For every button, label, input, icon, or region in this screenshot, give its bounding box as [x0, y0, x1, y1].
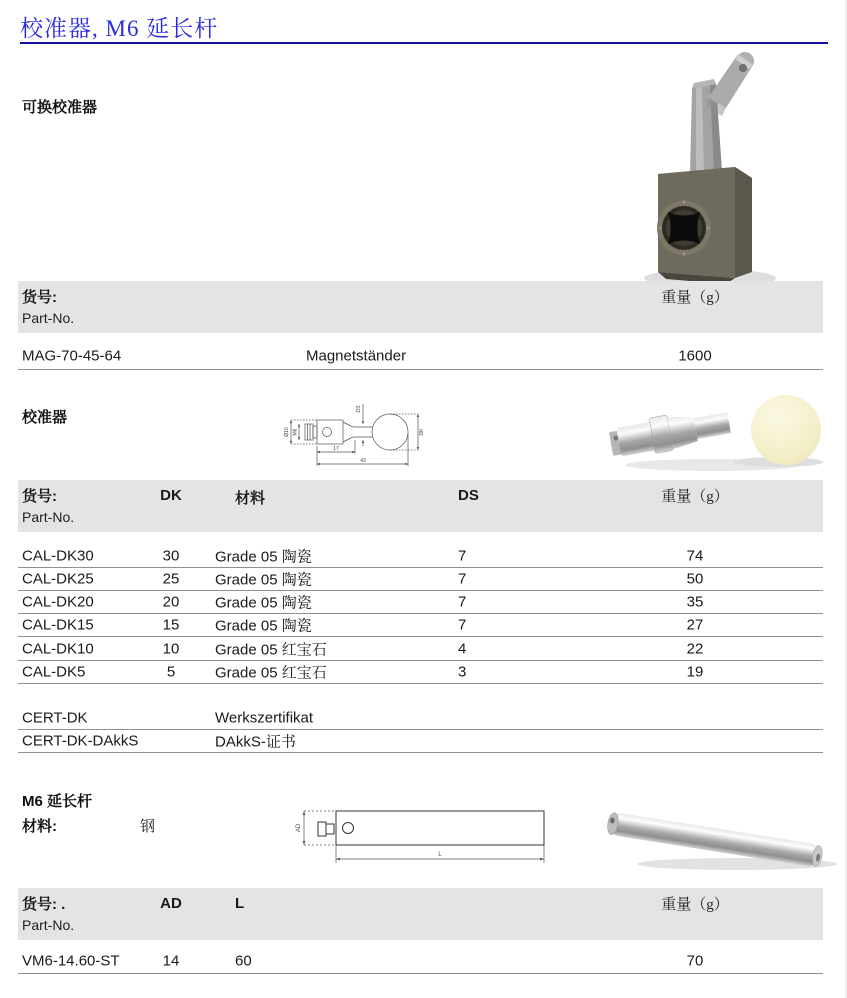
table-row [18, 661, 823, 684]
part-no: CAL-DK10 [22, 640, 94, 657]
extension-technical-drawing [292, 797, 558, 869]
l-value: 60 [235, 952, 252, 969]
part-no: CERT-DK-DAkkS [22, 732, 139, 750]
section-heading-calibrator: 校准器 [22, 409, 68, 426]
table1-header [18, 281, 823, 333]
table-row [18, 342, 823, 370]
part-no: MAG-70-45-64 [22, 347, 122, 364]
table3-header-l: L [235, 895, 245, 912]
dim-label-dk: DK [419, 428, 425, 436]
dk-value: 10 [162, 640, 180, 657]
table2-header-part-en: Part-No. [22, 509, 75, 525]
calibrator-photo [608, 388, 847, 478]
ds-value: 7 [458, 593, 467, 611]
table3-header [18, 888, 823, 940]
ds-value: 7 [458, 547, 467, 565]
dk-value: 15 [162, 616, 180, 634]
table3-header-weight: 重量（g） [661, 897, 729, 913]
section-heading-m6-extension: M6 延长杆 [22, 793, 93, 810]
page-title: 校准器, M6 延长杆 [20, 16, 219, 41]
part-no: CAL-DK30 [22, 547, 94, 565]
table1-header-part-en: Part-No. [22, 310, 75, 326]
weight-value: 35 [686, 593, 704, 611]
weight-value: 27 [686, 616, 704, 634]
part-no: CAL-DK15 [22, 616, 94, 634]
table-row [18, 614, 823, 637]
material-value: Grade 05 红宝石 [215, 641, 327, 658]
table-row [18, 568, 823, 591]
dim-label-dia: Ø10 [284, 427, 290, 437]
dk-value: 25 [162, 570, 180, 588]
table-row [18, 591, 823, 614]
description: Werkszertifikat [215, 709, 314, 727]
table2-header-part-zh: 货号: [22, 488, 57, 505]
table-row [18, 637, 823, 661]
dim-label-43: 43 [360, 458, 366, 464]
title-rule [20, 42, 828, 44]
material-value: Grade 05 陶瓷 [215, 594, 312, 612]
table1-header-weight: 重量（g） [661, 290, 729, 306]
ad-value: 14 [162, 952, 180, 969]
extension-rod-photo [592, 792, 846, 878]
table2-header-dk: DK [160, 487, 182, 504]
weight-value: 74 [686, 547, 704, 565]
material-value: Grade 05 陶瓷 [215, 571, 312, 589]
table3-header-ad: AD [160, 895, 182, 912]
part-no: CAL-DK25 [22, 570, 94, 588]
table3-header-part-zh: 货号: . [22, 896, 66, 913]
ds-value: 7 [458, 616, 467, 634]
table1-header-part-zh: 货号: [22, 289, 57, 306]
table-row [18, 707, 823, 730]
dk-value: 5 [166, 663, 176, 681]
weight-value: 50 [686, 570, 704, 588]
ds-value: 4 [458, 640, 467, 657]
material-value: Grade 05 陶瓷 [215, 617, 312, 635]
dim-label-thread: M6 [292, 428, 299, 436]
description: DAkkS-证书 [215, 733, 296, 751]
dk-value: 30 [162, 547, 180, 565]
description: Magnetständer [306, 347, 407, 364]
part-no: CAL-DK5 [22, 663, 86, 681]
ds-value: 3 [458, 663, 467, 681]
weight-value: 70 [686, 952, 704, 969]
dim-label-l: L [438, 852, 442, 858]
section-heading-replaceable-calibrator: 可换校准器 [22, 99, 98, 116]
magnet-stand-photo [630, 46, 790, 292]
table3-header-part-en: Part-No. [22, 917, 75, 933]
table2-header-weight: 重量（g） [661, 489, 729, 505]
table2-header [18, 480, 823, 532]
calibrator-technical-drawing [283, 396, 433, 474]
table2-header-ds: DS [458, 487, 479, 504]
part-no: VM6-14.60-ST [22, 952, 120, 969]
material-value: Grade 05 红宝石 [215, 664, 327, 682]
ds-value: 7 [458, 570, 467, 588]
part-no: CERT-DK [22, 709, 88, 727]
material-value: 钢 [140, 818, 156, 835]
table-row [18, 948, 823, 974]
part-no: CAL-DK20 [22, 593, 94, 611]
material-value: Grade 05 陶瓷 [215, 548, 312, 566]
dim-label-ds: DS [356, 405, 362, 413]
weight-value: 19 [686, 663, 704, 681]
dim-label-17: 17 [333, 446, 339, 452]
dk-value: 20 [162, 593, 180, 611]
table-row [18, 545, 823, 568]
dim-label-ad: AD [296, 823, 302, 833]
material-label: 材料: [22, 818, 57, 835]
weight-value: 22 [686, 640, 704, 657]
table2-header-material: 材料 [235, 490, 266, 507]
table-row [18, 730, 823, 753]
weight-value: 1600 [678, 347, 712, 364]
